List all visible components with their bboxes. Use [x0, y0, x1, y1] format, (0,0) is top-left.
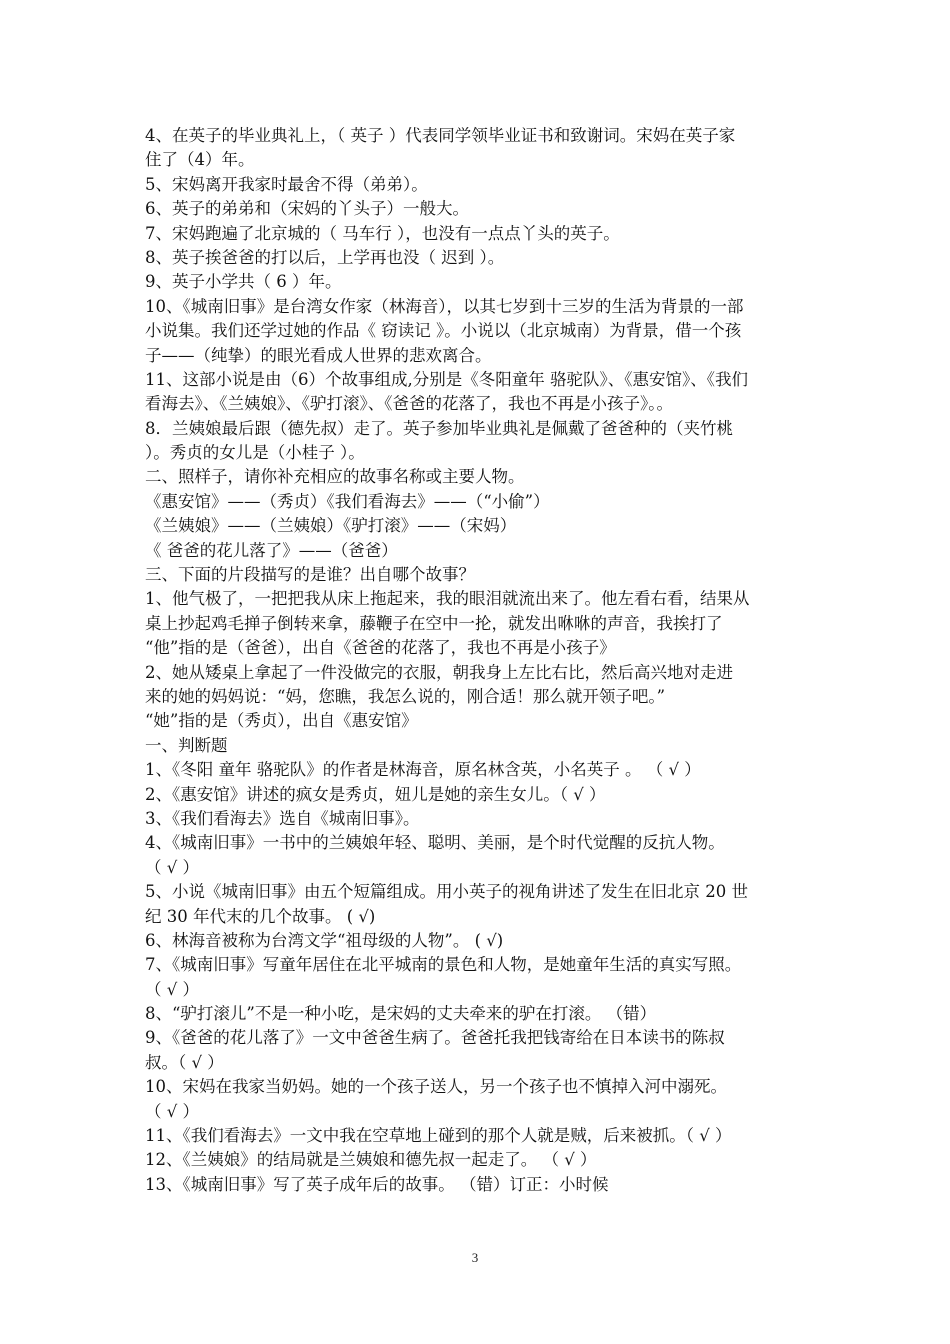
- text-line: 5、宋妈离开我家时最舍不得（弟弟）。: [145, 174, 428, 194]
- text-line: 13、《城南旧事》写了英子成年后的故事。 （错）订正：小时候: [145, 1174, 609, 1194]
- document-body: [145, 124, 813, 1197]
- text-line: 8、英子挨爸爸的打以后，上学再也没（ 迟到 ）。: [145, 247, 505, 267]
- section-heading: 一、判断题: [145, 735, 228, 755]
- text-line: 9、英子小学共（ 6 ）年。: [145, 272, 342, 292]
- text-line: 4、《城南旧事》一书中的兰姨娘年轻、聪明、美丽，是个时代觉醒的反抗人物。: [145, 833, 725, 853]
- text-line: 叔。（ √ ）: [145, 1052, 224, 1072]
- text-line: 8．兰姨娘最后跟（德先叔）走了。英子参加毕业典礼是佩戴了爸爸种的（夹竹桃: [145, 418, 733, 438]
- text-line: “他”指的是（爸爸），出自《爸爸的花落了，我也不再是小孩子》: [145, 638, 616, 658]
- text-line: 8、“驴打滚儿”不是一种小吃，是宋妈的丈夫牵来的驴在打滚。 （错）: [145, 1004, 657, 1024]
- text-line: 1、《冬阳 童年 骆驼队》的作者是林海音，原名林含英，小名英子 。 （ √ ）: [145, 760, 701, 780]
- text-line: 10、宋妈在我家当奶妈。她的一个孩子送人，另一个孩子也不慎掉入河中溺死。: [145, 1077, 727, 1097]
- text-line: 《 爸爸的花儿落了》——（爸爸）: [145, 540, 398, 560]
- text-line: 11、《我们看海去》一文中我在空草地上碰到的那个人就是贼，后来被抓。（ √ ）: [145, 1126, 732, 1146]
- text-line: 2、《惠安馆》讲述的疯女是秀贞，妞儿是她的亲生女儿。（ √ ）: [145, 784, 606, 804]
- text-line: 7、《城南旧事》写童年居住在北平城南的景色和人物，是她童年生活的真实写照。: [145, 955, 742, 975]
- text-line: 住了（4）年。: [145, 150, 255, 170]
- text-line: 5、小说《城南旧事》由五个短篇组成。用小英子的视角讲述了发生在旧北京 20 世: [145, 882, 748, 902]
- text-line: 《惠安馆》——（秀贞）《我们看海去》——（“小偷”）: [145, 491, 550, 511]
- text-line: 2、她从矮桌上拿起了一件没做完的衣服，朝我身上左比右比，然后高兴地对走进: [145, 662, 733, 682]
- text-line: 3、《我们看海去》选自《城南旧事》。: [145, 808, 420, 828]
- text-line: 看海去》、《兰姨娘》、《驴打滚》、《爸爸的花落了，我也不再是小孩子》。。: [145, 394, 673, 414]
- text-line: 纪 30 年代末的几个故事。 ( √): [145, 906, 376, 926]
- text-line: （ √ ）: [145, 979, 200, 999]
- section-heading: 三、下面的片段描写的是谁？出自哪个故事？: [145, 565, 475, 585]
- text-line: （ √ ）: [145, 1101, 200, 1121]
- text-line: 来的她的妈妈说：“妈，您瞧，我怎么说的，刚合适！那么就开领子吧。”: [145, 686, 666, 706]
- text-line: ）。秀贞的女儿是（小桂子 ）。: [145, 443, 365, 463]
- text-line: 7、宋妈跑遍了北京城的（ 马车行 ），也没有一点点丫头的英子。: [145, 223, 620, 243]
- text-line: 9、《爸爸的花儿落了》一文中爸爸生病了。爸爸托我把钱寄给在日本读书的陈叔: [145, 1028, 725, 1048]
- text-line: 子——（纯挚）的眼光看成人世界的悲欢离合。: [145, 345, 492, 365]
- page-number: 3: [471, 1250, 479, 1265]
- text-line: 6、林海音被称为台湾文学“祖母级的人物”。 ( √): [145, 930, 504, 950]
- section-heading: 二、照样子，请你补充相应的故事名称或主要人物。: [145, 467, 525, 487]
- text-line: 《兰姨娘》——（兰姨娘）《驴打滚》——（宋妈）: [145, 516, 517, 536]
- text-line: 10、《城南旧事》是台湾女作家（林海音），以其七岁到十三岁的生活为背景的一部: [145, 296, 744, 316]
- text-line: 11、这部小说是由（6）个故事组成,分别是《冬阳童年 骆驼队》、《惠安馆》、《我们: [145, 369, 748, 389]
- text-line: 12、《兰姨娘》的结局就是兰姨娘和德先叔一起走了。 （ √ ）: [145, 1150, 597, 1170]
- text-line: 1、他气极了，一把把我从床上拖起来，我的眼泪就流出来了。他左看右看，结果从: [145, 589, 750, 609]
- text-line: （ √ ）: [145, 857, 200, 877]
- text-line: “她”指的是（秀贞），出自《惠安馆》: [145, 711, 418, 731]
- text-line: 桌上抄起鸡毛掸子倒转来拿，藤鞭子在空中一抡，就发出咻咻的声音，我挨打了: [145, 613, 723, 633]
- text-line: 6、英子的弟弟和（宋妈的丫头子）一般大。: [145, 199, 469, 219]
- text-line: 4、在英子的毕业典礼上，（ 英子 ）代表同学领毕业证书和致谢词。宋妈在英子家: [145, 126, 736, 145]
- text-line: 小说集。我们还学过她的作品《 窃读记 》。小说以（北京城南）为背景，借一个孩: [145, 321, 742, 341]
